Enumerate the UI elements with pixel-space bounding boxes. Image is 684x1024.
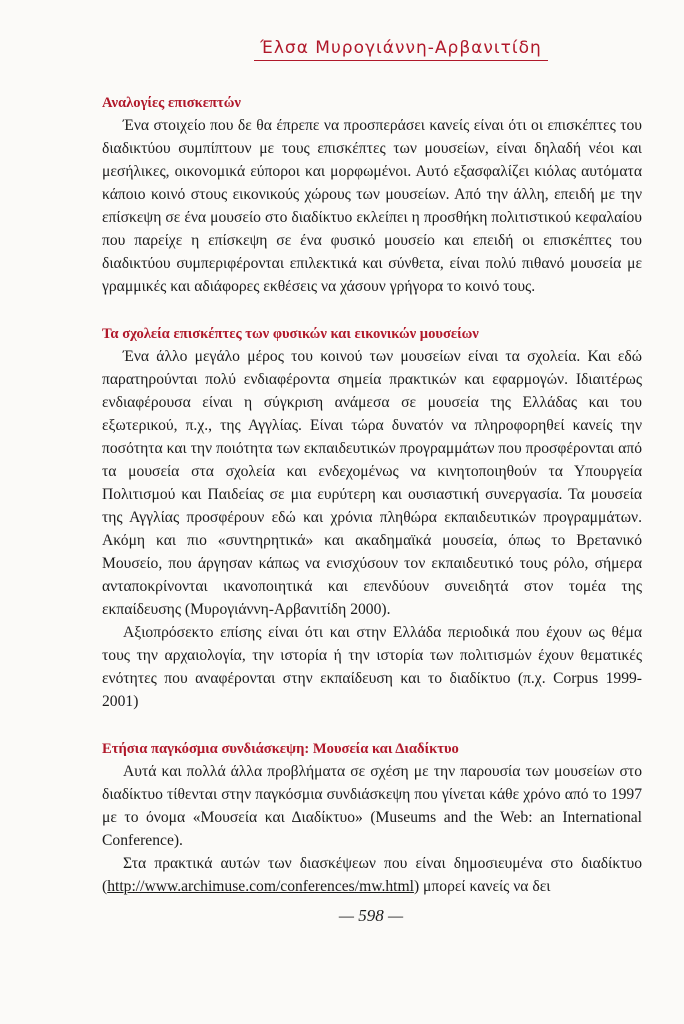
section-heading: Αναλογίες επισκεπτών [102, 95, 241, 111]
section-heading: Ετήσια παγκόσμια συνδιάσκεψη: Μουσεία και Διαδίκτυο [102, 741, 459, 757]
conference-link[interactable]: http://www.archimuse.com/conferences/mw.html [107, 878, 414, 895]
paragraph: Ένα άλλο μεγάλο μέρος του κοινού των μουσείων είναι τα σχολεία. Και εδώ παρατηρούνται πολύ ενδιαφέροντα σημεία πρακτικών και εφαρμογών. Ιδιαιτέρως ενδιαφέρουσα είναι η σύγκριση ανάμεσα σε μουσεία της Ελλάδας και του εξωτερικού, π.χ., της Αγγλίας. Είναι τώρα δυνατόν να πληροφορηθεί κανείς την ποσότητα και την ποιότητα των εκπαιδευτικών προγραμμάτων που προσφέρονται από τα μουσεία στα σχολεία και ενδεχομένως να κινητοποιηθούν τα Υπουργεία Πολιτισμού και Παιδείας σε μια ευρύτερη και ουσιαστική συνεργασία. Τα μουσεία της Αγγλίας προσφέρουν εδώ και χρόνια πληθώρα εκπαιδευτικών προγραμμάτων. Ακόμη και πιο «συντηρητικά» και ακαδημαϊκά μουσεία, όπως το Βρετανικό Μουσείο, που άργησαν κάπως να ενισχύσουν τον εκπαιδευτικό τους ρόλο, σήμερα ανταποκρίνονται ικανοποιητικά και επενδύουν συνειδητά στον τομέα της εκπαίδευσης (Μυρογιάννη-Αρβανιτίδη 2000). [102, 348, 642, 618]
paragraph: Ένα στοιχείο που δε θα έπρεπε να προσπεράσει κανείς είναι ότι οι επισκέπτες του διαδικτύου συμπίπτουν με τους επισκέπτες των μουσείων, είναι δηλαδή νέοι και μεσήλικες, οικονομικά εύποροι και μορφωμένοι. Αυτό εξασφαλίζει κιόλας αυτόματα κάποιο κοινό στους εικονικούς χώρους των μουσείων. Από την άλλη, επειδή με την επίσκεψη σε ένα μουσείο στο διαδίκτυο εκλείπει η προσθήκη πολιτιστικού κεφαλαίου που παρείχε η επίσκεψη σε ένα φυσικό μουσείο και επειδή οι επισκέπτες του διαδικτύου συμπεριφέρονται επιλεκτικά και σύνθετα, είναι πολύ πιθανό μουσεία με γραμμικές και αδιάφορες εκθέσεις να χάσουν γρήγορα το κοινό τους. [102, 117, 642, 295]
text-run: Στα πρακτικά αυτών των διασκέψεων που είναι δημοσιευμένα στο διαδίκτυο ( [102, 855, 642, 895]
section-gap [102, 713, 642, 738]
running-header [0, 38, 684, 61]
paragraph: Αξιοπρόσεκτο επίσης είναι ότι και στην Ελλάδα περιοδικά που έχουν ως θέμα τους την αρχαιολογία, την ιστορία ή την ιστορία των πολιτισμών έχουν θεματικές ενότητες που αναφέρονται στην εκπαίδευση και το διαδίκτυο (π.χ. Corpus 1999-2001) [102, 624, 642, 710]
paragraph [102, 852, 642, 898]
body-text [102, 92, 642, 898]
page-number: — 598 — [338, 906, 404, 925]
running-title: Έλσα Μυρογιάννη-Αρβανιτίδη [254, 38, 548, 61]
text-run: ) μπορεί κανείς να δει [413, 878, 551, 895]
section-heading: Τα σχολεία επισκέπτες των φυσικών και εικονικών μουσείων [102, 326, 479, 342]
paragraph: Αυτά και πολλά άλλα προβλήματα σε σχέση με την παρουσία των μουσείων στο διαδίκτυο τίθενται στην παγκόσμια συνδιάσκεψη που γίνεται κάθε χρόνο από το 1997 με το όνομα «Μουσεία και Διαδίκτυο» (Museums and the Web: an International Conference). [102, 763, 642, 849]
section-gap [102, 298, 642, 323]
